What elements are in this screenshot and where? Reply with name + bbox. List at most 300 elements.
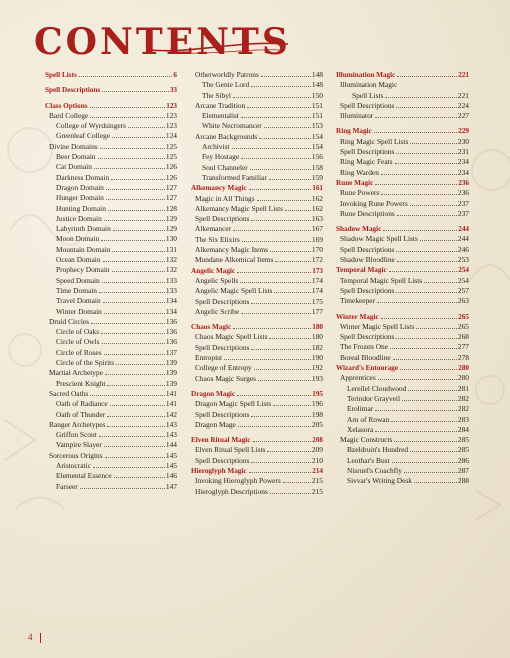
toc-entry[interactable] xyxy=(336,435,469,445)
toc-entry-label: Illumination Magic xyxy=(336,71,396,79)
toc-entry[interactable] xyxy=(45,183,177,193)
toc-dot-leader xyxy=(111,179,165,180)
toc-entry[interactable] xyxy=(45,482,177,492)
toc-section-entry[interactable] xyxy=(191,389,323,399)
toc-entry[interactable] xyxy=(336,168,469,178)
toc-entry[interactable] xyxy=(336,276,469,286)
toc-entry-page: 215 xyxy=(311,486,323,496)
toc-entry[interactable] xyxy=(191,276,323,286)
toc-entry[interactable] xyxy=(45,399,177,409)
toc-entry[interactable] xyxy=(45,461,177,471)
toc-dot-leader xyxy=(107,426,164,427)
toc-dot-leader xyxy=(99,292,165,293)
toc-entry-page: 230 xyxy=(457,136,469,146)
toc-entry-label: The Six Elixirs xyxy=(195,234,240,244)
toc-entry-page: 278 xyxy=(457,352,469,362)
toc-entry[interactable] xyxy=(45,451,177,461)
toc-entry[interactable] xyxy=(336,245,469,255)
toc-entry[interactable] xyxy=(191,152,323,162)
toc-dot-leader xyxy=(258,380,311,381)
toc-dot-leader xyxy=(104,354,165,355)
toc-dot-leader xyxy=(90,395,165,396)
toc-entry[interactable] xyxy=(336,445,469,455)
toc-entry-page: 283 xyxy=(457,414,469,424)
toc-entry-page: 231 xyxy=(457,147,469,157)
toc-entry-page: 286 xyxy=(457,455,469,465)
toc-entry-label: Shadow Magic Spell Lists xyxy=(340,234,418,244)
toc-entry-label: Divine Domains xyxy=(49,141,98,151)
toc-entry-label: Fey Hostage xyxy=(202,152,240,162)
toc-entry-page: 6 xyxy=(173,71,177,79)
toc-entry-page: 33 xyxy=(169,86,177,95)
toc-entry-page: 288 xyxy=(457,476,469,486)
toc-entry[interactable] xyxy=(191,121,323,131)
toc-entry[interactable] xyxy=(191,132,323,142)
toc-entry-page: 265 xyxy=(458,312,469,321)
toc-entry-page: 282 xyxy=(457,404,469,414)
toc-entry-page: 127 xyxy=(165,193,177,203)
toc-entry[interactable] xyxy=(336,255,469,265)
toc-entry-page: 227 xyxy=(457,111,469,121)
toc-entry[interactable] xyxy=(191,307,323,317)
toc-entry-page: 162 xyxy=(311,193,323,203)
toc-entry[interactable] xyxy=(191,445,323,455)
toc-entry-label: Archivist xyxy=(202,142,230,152)
toc-dot-leader xyxy=(251,86,311,87)
toc-entry[interactable] xyxy=(336,322,469,332)
toc-entry-label: Illumination Magic xyxy=(340,80,398,90)
toc-entry[interactable] xyxy=(336,394,469,404)
toc-entry[interactable] xyxy=(336,353,469,363)
toc-dot-leader xyxy=(269,179,311,180)
toc-entry-label: Angelic Spells xyxy=(195,275,239,285)
toc-dot-leader xyxy=(116,364,165,365)
toc-entry[interactable] xyxy=(45,214,177,224)
toc-dot-leader xyxy=(375,184,457,185)
toc-dot-leader xyxy=(104,220,165,221)
toc-section-entry[interactable] xyxy=(336,70,469,80)
toc-dot-leader xyxy=(249,472,312,473)
toc-entry[interactable] xyxy=(336,466,469,476)
toc-entry[interactable] xyxy=(45,152,177,162)
toc-dot-leader xyxy=(261,76,311,77)
toc-entry-page: 175 xyxy=(311,296,323,306)
toc-entry-label: Leothar's Bust xyxy=(347,455,390,465)
toc-entry[interactable] xyxy=(191,80,323,90)
toc-dot-leader xyxy=(103,302,165,303)
toc-dot-leader xyxy=(269,338,310,339)
toc-entry[interactable] xyxy=(45,327,177,337)
toc-entry-label: Travel Domain xyxy=(56,296,101,306)
toc-dot-leader xyxy=(107,385,164,386)
toc-dot-leader xyxy=(106,199,165,200)
toc-entry-label: Ring Warden xyxy=(340,167,379,177)
toc-entry-page: 180 xyxy=(312,323,323,332)
toc-entry[interactable] xyxy=(45,204,177,214)
toc-entry-label: Circle of Owls xyxy=(56,337,100,347)
toc-entry[interactable] xyxy=(45,430,177,440)
toc-entry-label: Dragon Magic xyxy=(191,389,236,398)
toc-section-entry[interactable] xyxy=(336,178,469,188)
toc-entry[interactable] xyxy=(336,91,469,101)
toc-entry[interactable] xyxy=(45,296,177,306)
toc-dot-leader xyxy=(101,240,165,241)
toc-entry-page: 128 xyxy=(165,203,177,213)
toc-dot-leader xyxy=(274,292,311,293)
toc-dot-leader xyxy=(237,272,311,273)
toc-dot-leader xyxy=(395,163,457,164)
toc-dot-leader xyxy=(108,210,165,211)
toc-entry-page: 174 xyxy=(311,286,323,296)
toc-entry-page: 150 xyxy=(311,90,323,100)
toc-entry-page: 145 xyxy=(165,450,177,460)
toc-entry[interactable] xyxy=(45,276,177,286)
toc-section-entry[interactable] xyxy=(191,466,323,476)
toc-entry-page: 133 xyxy=(165,275,177,285)
toc-entry-label: Sivvar's Writing Desk xyxy=(347,476,412,486)
toc-entry[interactable] xyxy=(336,234,469,244)
toc-entry[interactable] xyxy=(45,193,177,203)
toc-entry[interactable] xyxy=(45,131,177,141)
toc-entry-label: Circle of Roses xyxy=(56,347,102,357)
toc-entry[interactable] xyxy=(191,70,323,80)
toc-dot-leader xyxy=(94,168,165,169)
toc-entry-page: 132 xyxy=(165,265,177,275)
toc-entry-label: Apprentices xyxy=(340,373,376,383)
toc-entry[interactable] xyxy=(191,410,323,420)
toc-entry-label: Prescient Knight xyxy=(56,378,106,388)
toc-dot-leader xyxy=(381,174,457,175)
toc-entry-label: Beer Domain xyxy=(56,152,96,162)
toc-entry-page: 139 xyxy=(165,368,177,378)
toc-entry[interactable] xyxy=(191,173,323,183)
toc-dot-leader xyxy=(375,410,457,411)
toc-entry-label: Bzeldruin's Hundred xyxy=(347,445,409,455)
toc-dot-leader xyxy=(241,313,311,314)
toc-entry-label: Temporal Magic xyxy=(336,266,387,275)
toc-dot-leader xyxy=(375,431,457,432)
toc-entry[interactable] xyxy=(191,399,323,409)
toc-entry[interactable] xyxy=(45,224,177,234)
toc-entry-label: Angelic Magic xyxy=(191,266,236,275)
toc-entry-label: Cat Domain xyxy=(56,162,92,172)
toc-entry[interactable] xyxy=(45,348,177,358)
toc-entry[interactable] xyxy=(336,476,469,486)
toc-dot-leader xyxy=(410,451,457,452)
toc-entry-page: 145 xyxy=(165,460,177,470)
toc-entry-label: Alkemancy Magic Items xyxy=(195,245,269,255)
toc-section-entry[interactable] xyxy=(191,322,323,332)
toc-section-entry[interactable] xyxy=(191,266,323,276)
toc-dot-leader xyxy=(250,169,311,170)
toc-dot-leader xyxy=(400,369,457,370)
toc-entry[interactable] xyxy=(45,286,177,296)
toc-dot-leader xyxy=(259,138,311,139)
toc-entry[interactable] xyxy=(45,173,177,183)
toc-entry-label: Vampire Slayer xyxy=(56,440,102,450)
toc-entry-label: Oath of Radiance xyxy=(56,399,108,409)
toc-entry[interactable] xyxy=(336,296,469,306)
toc-dot-leader xyxy=(273,405,311,406)
toc-dot-leader xyxy=(99,436,165,437)
toc-dot-leader xyxy=(383,230,457,231)
toc-dot-leader xyxy=(375,117,457,118)
toc-entry[interactable] xyxy=(336,137,469,147)
toc-dot-leader xyxy=(91,323,165,324)
toc-dot-leader xyxy=(232,148,311,149)
toc-entry[interactable] xyxy=(191,420,323,430)
toc-entry-label: Class Options xyxy=(45,101,88,110)
toc-entry[interactable] xyxy=(336,384,469,394)
toc-entry-label: Entropist xyxy=(195,353,223,363)
toc-entry-label: Ring Magic Feats xyxy=(340,157,393,167)
toc-entry[interactable] xyxy=(191,245,323,255)
toc-entry-page: 236 xyxy=(458,178,469,187)
toc-entry-label: Ring Magic xyxy=(336,127,372,136)
toc-entry[interactable] xyxy=(191,224,323,234)
toc-entry[interactable] xyxy=(191,363,323,373)
toc-entry[interactable] xyxy=(336,209,469,219)
toc-entry-label: Bard College xyxy=(49,110,89,120)
toc-dot-leader xyxy=(237,395,311,396)
toc-entry-page: 282 xyxy=(457,393,469,403)
toc-entry-page: 129 xyxy=(165,213,177,223)
toc-entry[interactable] xyxy=(191,194,323,204)
toc-dot-leader xyxy=(389,271,458,272)
toc-entry[interactable] xyxy=(191,91,323,101)
toc-entry[interactable] xyxy=(45,255,177,265)
toc-entry-page: 210 xyxy=(311,455,323,465)
toc-entry[interactable] xyxy=(336,425,469,435)
toc-entry[interactable] xyxy=(45,440,177,450)
toc-section-entry[interactable] xyxy=(336,363,469,373)
toc-entry-page: 158 xyxy=(311,162,323,172)
toc-entry[interactable] xyxy=(336,415,469,425)
toc-entry-label: Aristocratic xyxy=(56,460,91,470)
toc-entry[interactable] xyxy=(45,471,177,481)
toc-entry[interactable] xyxy=(191,142,323,152)
toc-entry[interactable] xyxy=(336,456,469,466)
toc-dot-leader xyxy=(113,230,165,231)
toc-entry-label: Spell Descriptions xyxy=(195,214,250,224)
toc-entry[interactable] xyxy=(191,163,323,173)
toc-dot-leader xyxy=(90,117,165,118)
toc-dot-leader xyxy=(285,210,311,211)
toc-entry[interactable] xyxy=(336,373,469,383)
toc-dot-leader xyxy=(408,390,457,391)
toc-dot-leader xyxy=(414,482,457,483)
toc-entry[interactable] xyxy=(336,111,469,121)
toc-entry[interactable] xyxy=(336,101,469,111)
toc-entry-page: 192 xyxy=(311,363,323,373)
toc-entry[interactable] xyxy=(191,235,323,245)
toc-entry-page: 133 xyxy=(165,285,177,295)
toc-entry-page: 123 xyxy=(166,101,177,110)
toc-dot-leader xyxy=(374,132,457,133)
toc-section-entry[interactable] xyxy=(336,312,469,322)
toc-entry-page: 208 xyxy=(312,436,323,445)
toc-entry-page: 131 xyxy=(165,244,177,254)
toc-entry-label: Spell Descriptions xyxy=(340,100,395,110)
toc-entry[interactable] xyxy=(191,456,323,466)
toc-dot-leader xyxy=(102,343,165,344)
toc-dot-leader xyxy=(93,467,165,468)
toc-dot-leader xyxy=(103,261,165,262)
toc-entry[interactable] xyxy=(191,297,323,307)
toc-entry-label: Illuminator xyxy=(340,111,374,121)
toc-entry-page: 244 xyxy=(458,225,469,234)
toc-entry-label: Spell Descriptions xyxy=(340,244,395,254)
toc-entry[interactable] xyxy=(45,307,177,317)
toc-entry[interactable] xyxy=(191,101,323,111)
toc-entry-page: 224 xyxy=(457,100,469,110)
toc-entry[interactable] xyxy=(191,255,323,265)
toc-entry[interactable] xyxy=(45,121,177,131)
toc-entry[interactable] xyxy=(336,80,469,90)
toc-section-entry[interactable] xyxy=(45,70,177,80)
toc-entry-page: 236 xyxy=(457,188,469,198)
toc-section-entry[interactable] xyxy=(336,265,469,275)
toc-entry-label: Angelic Scribe xyxy=(195,306,240,316)
toc-entry[interactable] xyxy=(45,379,177,389)
toc-dot-leader xyxy=(420,240,457,241)
title-flourish-icon xyxy=(150,36,290,56)
toc-entry-label: Elemental Essence xyxy=(56,471,112,481)
toc-entry-label: Spell Descriptions xyxy=(195,296,250,306)
toc-entry-label: Rune Descriptions xyxy=(340,208,395,218)
toc-entry[interactable] xyxy=(336,199,469,209)
toc-entry[interactable] xyxy=(336,188,469,198)
toc-entry-label: Time Domain xyxy=(56,285,97,295)
toc-entry-label: Wizard's Entourage xyxy=(336,364,398,373)
toc-entry[interactable] xyxy=(191,476,323,486)
toc-entry-page: 174 xyxy=(311,275,323,285)
toc-entry-page: 154 xyxy=(311,131,323,141)
toc-entry-label: Elementalist xyxy=(202,111,239,121)
toc-entry-label: Ocean Domain xyxy=(56,255,101,265)
toc-entry-page: 139 xyxy=(165,358,177,368)
toc-entry[interactable] xyxy=(45,245,177,255)
toc-entry[interactable] xyxy=(336,404,469,414)
toc-entry[interactable] xyxy=(191,374,323,384)
toc-entry[interactable] xyxy=(191,214,323,224)
toc-entry[interactable] xyxy=(191,353,323,363)
toc-entry[interactable] xyxy=(45,420,177,430)
toc-entry-page: 173 xyxy=(312,266,323,275)
toc-entry[interactable] xyxy=(45,358,177,368)
toc-entry[interactable] xyxy=(45,337,177,347)
toc-entry-page: 196 xyxy=(311,399,323,409)
toc-dot-leader xyxy=(251,220,311,221)
toc-dot-leader xyxy=(233,230,311,231)
toc-dot-leader xyxy=(396,107,457,108)
toc-entry[interactable] xyxy=(191,487,323,497)
toc-entry[interactable] xyxy=(45,265,177,275)
toc-entry[interactable] xyxy=(336,147,469,157)
toc-entry-label: Spell Lists xyxy=(352,90,384,100)
toc-entry[interactable] xyxy=(45,410,177,420)
toc-entry[interactable] xyxy=(45,142,177,152)
toc-entry[interactable] xyxy=(336,332,469,342)
toc-dot-leader xyxy=(385,97,456,98)
toc-entry-label: Farseer xyxy=(56,481,78,491)
toc-dot-leader xyxy=(251,462,311,463)
toc-entry[interactable] xyxy=(191,286,323,296)
toc-entry-label: Spell Descriptions xyxy=(195,455,250,465)
toc-dot-leader xyxy=(242,241,311,242)
toc-column-2 xyxy=(191,70,323,497)
toc-entry[interactable] xyxy=(45,162,177,172)
toc-entry[interactable] xyxy=(336,157,469,167)
toc-dot-leader xyxy=(128,127,165,128)
toc-entry-page: 221 xyxy=(458,71,469,79)
toc-dot-leader xyxy=(106,189,165,190)
toc-entry[interactable] xyxy=(45,111,177,121)
toc-entry-page: 136 xyxy=(165,327,177,337)
toc-entry-page: 280 xyxy=(458,364,469,373)
toc-section-entry[interactable] xyxy=(191,435,323,445)
toc-entry-label: Temporal Magic Spell Lists xyxy=(340,275,423,285)
toc-entry[interactable] xyxy=(336,286,469,296)
toc-dot-leader xyxy=(241,158,311,159)
toc-entry-page: 177 xyxy=(311,306,323,316)
toc-entry-page: 156 xyxy=(311,152,323,162)
toc-section-entry[interactable] xyxy=(45,101,177,111)
toc-entry[interactable] xyxy=(191,111,323,121)
toc-dot-leader xyxy=(253,441,312,442)
toc-entry[interactable] xyxy=(45,317,177,327)
toc-section-entry[interactable] xyxy=(191,183,323,193)
toc-entry-page: 254 xyxy=(457,275,469,285)
toc-section-entry[interactable] xyxy=(336,126,469,136)
toc-entry[interactable] xyxy=(191,343,323,353)
toc-section-entry[interactable] xyxy=(45,85,177,95)
toc-entry-label: Prophecy Domain xyxy=(56,265,110,275)
toc-dot-leader xyxy=(377,302,457,303)
toc-entry-page: 143 xyxy=(165,430,177,440)
toc-entry-page: 153 xyxy=(311,121,323,131)
toc-entry-page: 287 xyxy=(457,465,469,475)
toc-entry-page: 148 xyxy=(311,70,323,79)
toc-dot-leader xyxy=(102,282,165,283)
toc-entry[interactable] xyxy=(45,368,177,378)
toc-entry-page: 198 xyxy=(311,409,323,419)
toc-entry-page: 132 xyxy=(165,255,177,265)
toc-entry[interactable] xyxy=(336,342,469,352)
toc-dot-leader xyxy=(402,400,457,401)
toc-entry-page: 134 xyxy=(165,296,177,306)
toc-entry[interactable] xyxy=(45,234,177,244)
toc-entry-label: Martial Archetype xyxy=(49,368,103,378)
toc-entry[interactable] xyxy=(191,204,323,214)
toc-entry[interactable] xyxy=(191,332,323,342)
toc-entry-label: Hieroglyph Magic xyxy=(191,466,247,475)
toc-dot-leader xyxy=(424,282,457,283)
toc-entry-page: 182 xyxy=(311,342,323,352)
toc-entry-label: Winter Magic xyxy=(336,312,379,321)
toc-entry-page: 284 xyxy=(457,424,469,434)
toc-dot-leader xyxy=(390,348,457,349)
toc-section-entry[interactable] xyxy=(336,224,469,234)
toc-dot-leader xyxy=(107,416,165,417)
toc-entry-page: 130 xyxy=(165,234,177,244)
toc-entry-label: Chaos Magic xyxy=(191,323,232,332)
toc-entry[interactable] xyxy=(45,389,177,399)
toc-entry-page: 161 xyxy=(312,184,323,193)
toc-entry-page: 285 xyxy=(457,435,469,445)
toc-entry-page: 234 xyxy=(457,167,469,177)
toc-entry-page: 221 xyxy=(457,90,469,100)
